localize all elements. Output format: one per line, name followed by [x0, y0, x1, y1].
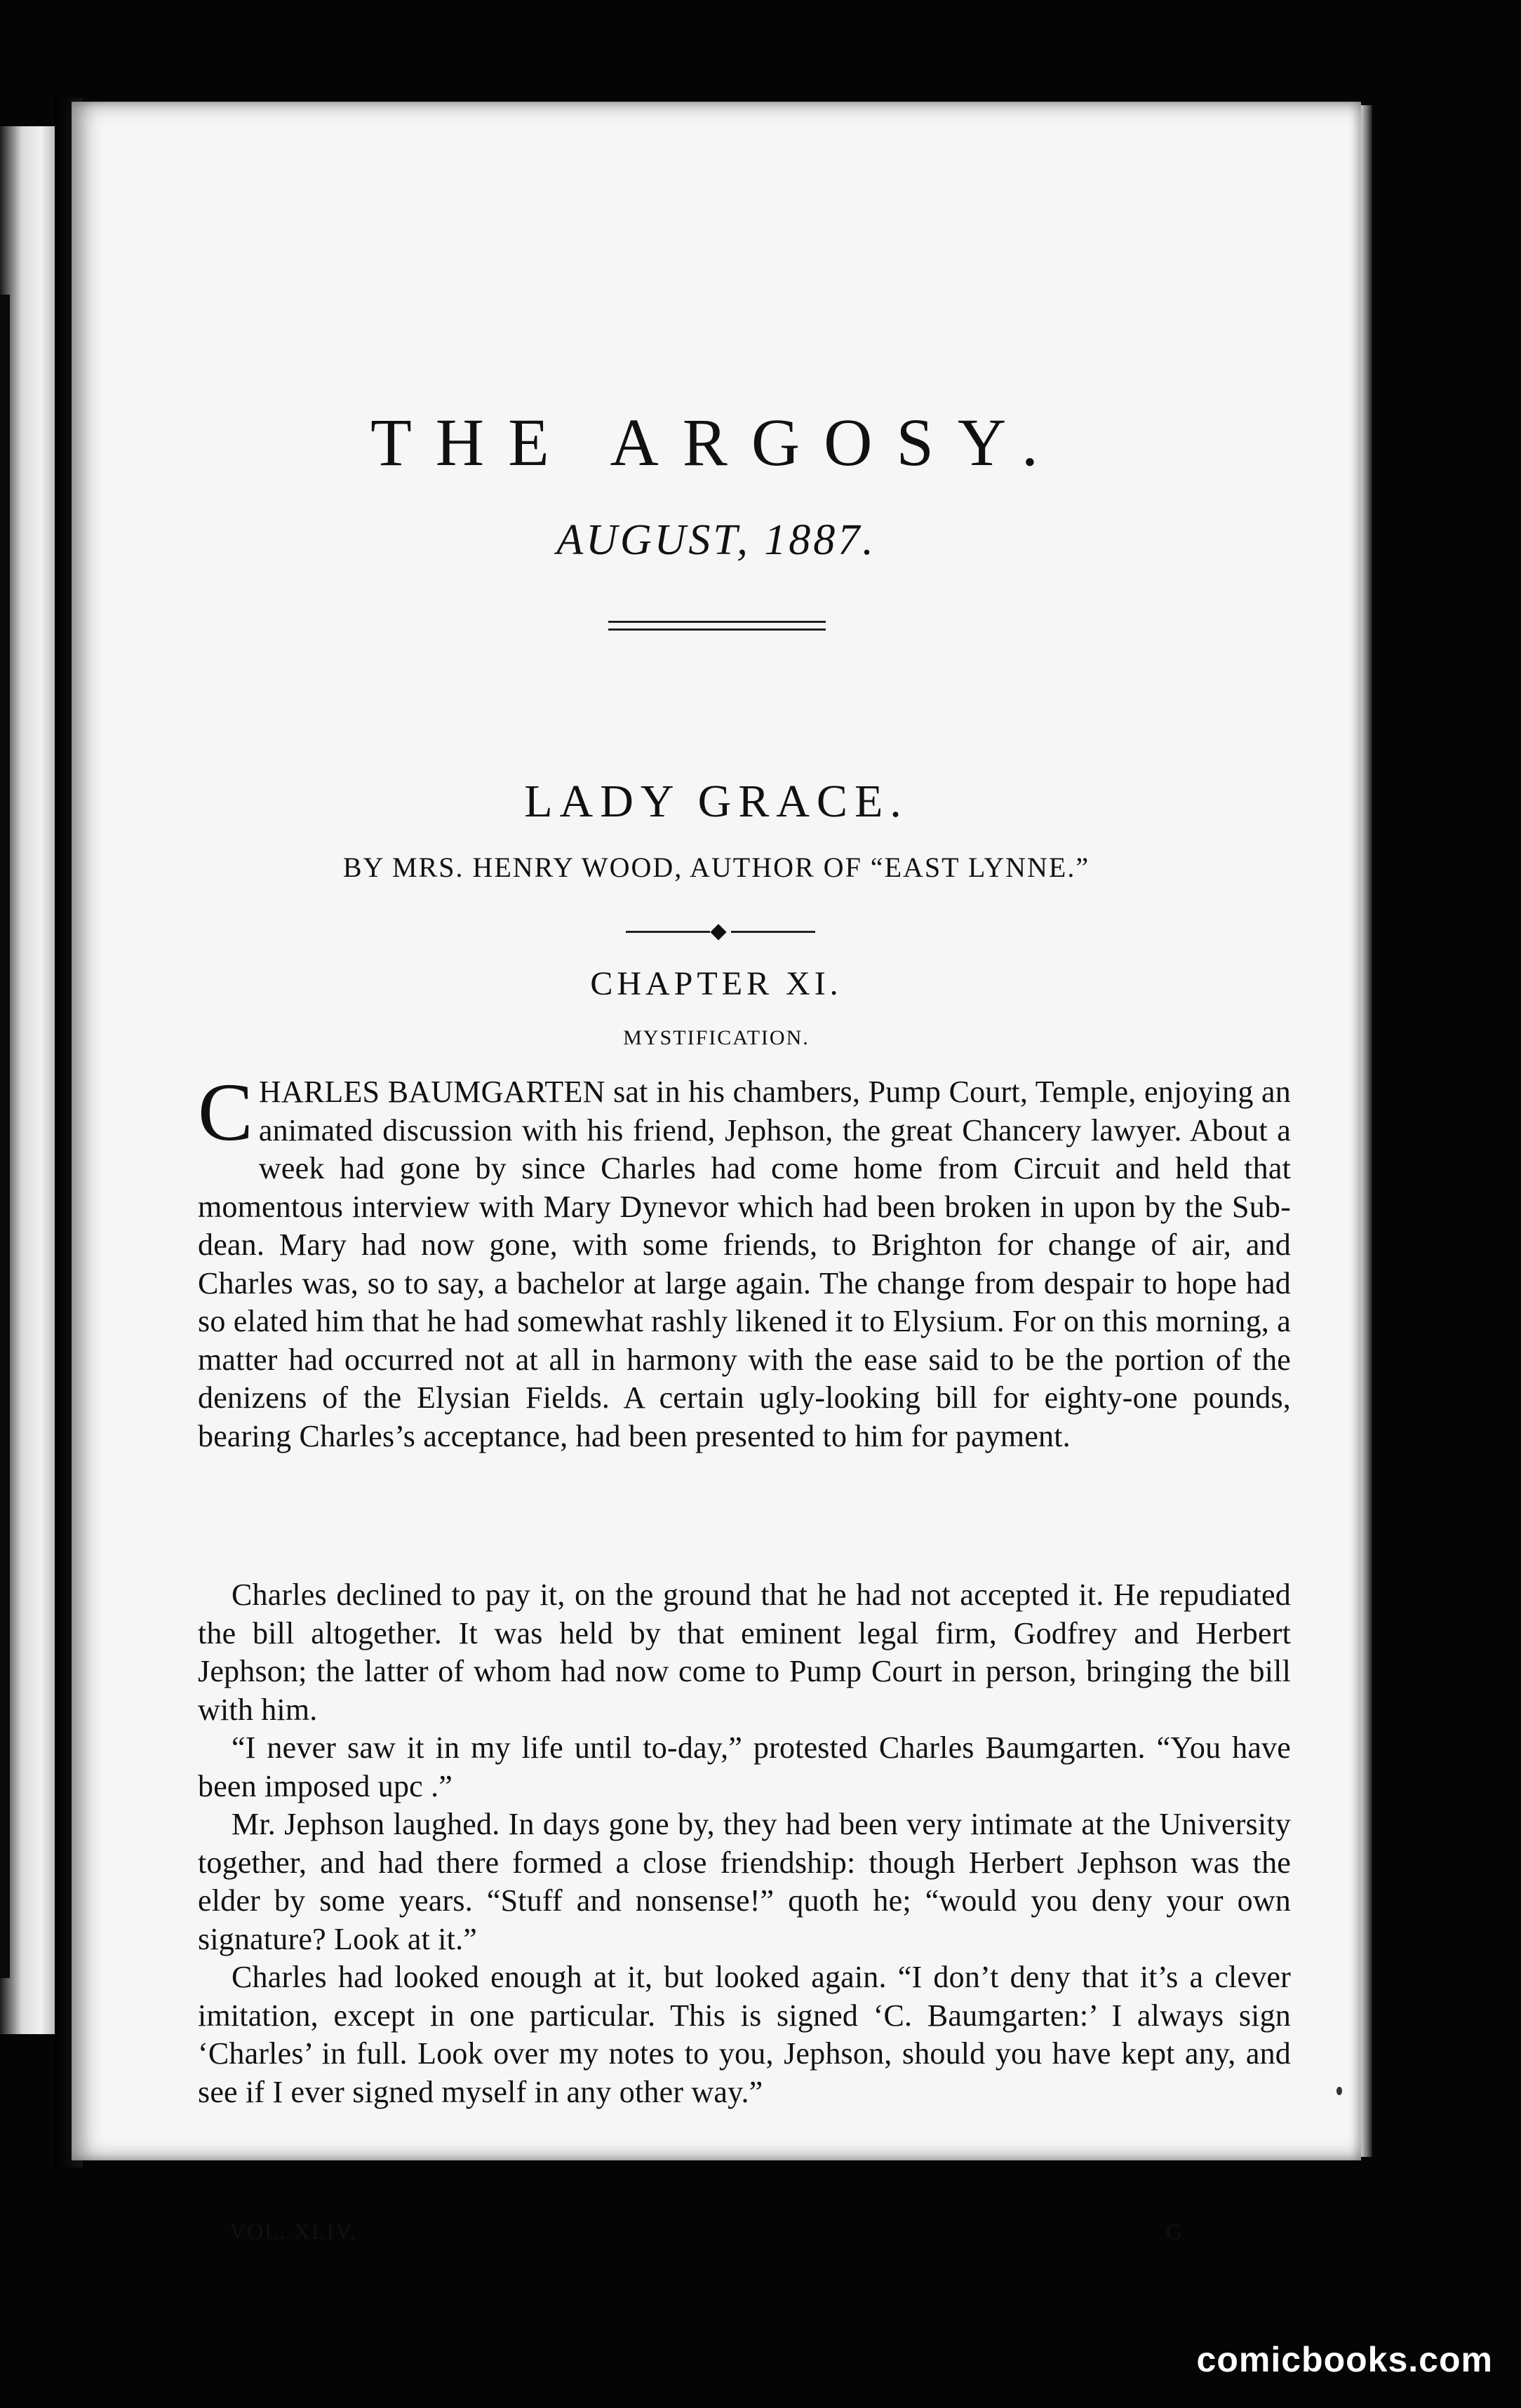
book-page: [72, 102, 1361, 2244]
body-text-opening: [198, 1066, 1291, 1455]
right-page-edge: [1361, 105, 1372, 2157]
issue-date: AUGUST, 1887.: [556, 516, 876, 564]
paragraph-5: Charles had looked enough at it, but looked again. “I don’t deny that it’s a clever imitation, except in one particular. This is signed ‘C. Baumgarten:’ I always sign ‘Charles’ in full. Look over my notes to you, Jephson, should you have kept any, and see if I ever signed myself in any other way.”: [198, 1960, 1291, 2109]
chapter-subtitle: MYSTIFICATION.: [623, 1026, 810, 1049]
magazine-title: THE ARGOSY.: [370, 405, 1062, 480]
double-rule-divider: [608, 621, 826, 631]
drop-cap: C: [198, 1066, 253, 1158]
paragraph-3: “I never saw it in my life until to-day,” protested Charles Baumgarten. “You have been imposed upc .”: [198, 1730, 1291, 1803]
left-page-edge: [0, 126, 55, 2034]
volume-footer: VOL. XLIV.: [229, 2219, 358, 2244]
paragraph-1: HARLES BAUMGARTEN sat in his chambers, Pump Court, Temple, enjoying an animated discussion with his friend, Jephson, the great Chancery lawyer. About a week had gone by since Charles had come home from Circuit and held that momentous interview with Mary Dynevor which had been broken in upon by the Sub-dean. Mary had now gone, with some friends, to Brighton for change of air, and Charles was, so to say, a bachelor at large again. The change from despair to hope had so elated him that he had somewhat rashly likened it to Elysium. For on this morning, a matter had occurred not at all in harmony with the ease said to be the portion of the denizens of the Elysian Fields. A certain ugly-looking bill for eighty-one pounds, bearing Charles’s acceptance, had been presented to him for payment.: [198, 1075, 1291, 1453]
paragraph-2: Charles declined to pay it, on the ground that he had not accepted it. He repudiated the bill altogether. It was held by that eminent legal firm, Godfrey and Herbert Jephson; the latter of whom had now come to Pump Court in person, bringing the bill with him.: [198, 1578, 1291, 1727]
chapter-heading: CHAPTER XI.: [590, 965, 843, 1002]
paragraph-4: Mr. Jephson laughed. In days gone by, they had been very intimate at the University together, and had there formed a close friendship: though Herbert Jephson was the elder by some years. “Stuff and nonsense!” quoth he; “would you deny your own signature? Look at it.”: [198, 1807, 1291, 1956]
site-watermark: comicbooks.com: [1196, 2340, 1493, 2379]
ornament-rule-left: [626, 931, 710, 933]
story-title: LADY GRACE.: [524, 776, 909, 827]
ornament-icon: ⬥: [710, 918, 727, 944]
left-page-shadow-strip: [0, 295, 10, 1978]
dust-speck: [1336, 2087, 1342, 2095]
signature-mark: G: [1166, 2219, 1183, 2244]
story-byline: BY MRS. HENRY WOOD, AUTHOR OF “EAST LYNNE.”: [342, 852, 1090, 883]
ornament-rule-right: [731, 931, 815, 933]
body-text-continued: [198, 1576, 1291, 2111]
